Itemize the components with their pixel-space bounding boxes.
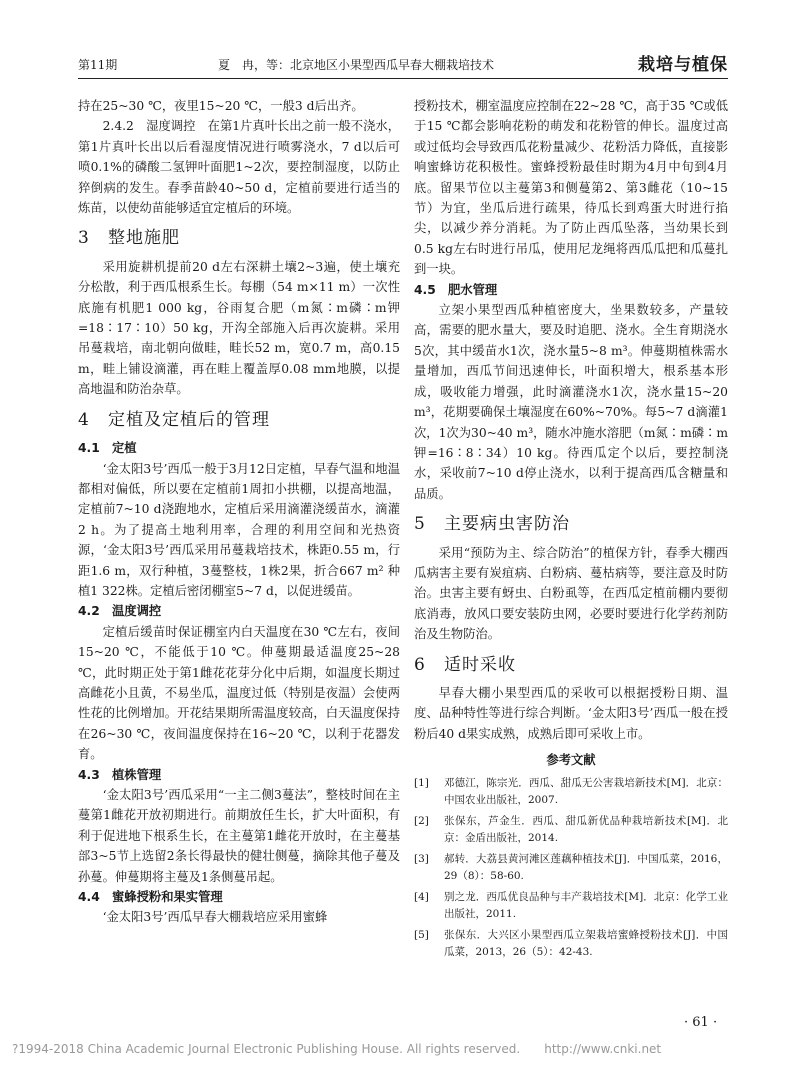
section-title: 定植及定植后的管理: [108, 409, 270, 430]
subsection-title: 定植: [112, 441, 137, 456]
reference-item: [414, 927, 728, 961]
section-heading-5: [414, 514, 728, 534]
subsection-heading-4-3: [78, 765, 400, 785]
subsection-heading-4-4: [78, 887, 400, 907]
reference-item: [414, 775, 728, 809]
paragraph-planting: ‘金太阳3号’西瓜一般于3月12日定植，早春气温和地温都相对偏低，所以要在定植前1周扣小拱棚，以提高地温，定植前7~10 d浇跑地水，定植后采用滴灌浇缓苗水，滴灌2 h。为了提高土地利用率，合理的利用空间和光热资源，‘金太阳3号’西瓜采用吊蔓栽培技术，株距0.55 m，行距1.6 m，双行种植，3蔓整枝，1株2果，折合667 m² 种植1 322株。定植后密闭棚室5~7 d，以促进缓苗。: [78, 461, 400, 598]
paragraph-temperature: 定植后缓苗时保证棚室内白天温度在30 ℃左右，夜间15~20 ℃，不能低于10 ℃。伸蔓期最适温度25~28 ℃，此时期正处于第1雌花花芽分化中后期，如温度长期过高雌花小且黄，不易坐瓜，温度过低（特别是夜温）会使两性花的比例增加。开花结果期所需温度较高，白天温度保持在26~30 ℃，夜间温度保持在16~20 ℃，以利于花器发育。: [78, 624, 400, 762]
reference-text: 邓德江，陈宗光．西瓜、甜瓜无公害栽培新技术[M]．北京：中国农业出版社，2007.: [444, 776, 728, 806]
paragraph-soil: 采用旋耕机提前20 d左右深耕土壤2~3遍，使土壤充分松散，利于西瓜根系生长。每棚（54 m×11 m）一次性底施有机肥1 000 kg，谷雨复合肥（m氮∶m磷∶m钾=18∶17∶10）50 kg，开沟全部施入后再次旋耕。采用吊蔓栽培，南北朝向做畦，畦长52 m，宽0.7 m，高0.15 m，畦上铺设滴灌，再在畦上覆盖厚0.08 mm地膜，以提高地温和防治杂草。: [78, 259, 400, 397]
reference-number: [5]: [414, 928, 429, 941]
subsection-heading-4-1: [78, 438, 400, 458]
section-heading-6: [414, 655, 728, 675]
paragraph-plant-management: ‘金太阳3号’西瓜采用“一主二侧3蔓法”，整枝时间在主蔓第1雌花开放初期进行。前期放任生长，扩大叶面积，有利于促进地下根系生长，在主蔓第1雌花开放时，在主蔓基部3~5节上选留2条长得最快的健壮侧蔓，摘除其他子蔓及孙蔓。伸蔓期将主蔓及1条侧蔓吊起。: [78, 788, 400, 884]
copyright-notice: ?1994-2018 China Academic Journal Electronic Publishing House. All rights reserved. http://www.cnki.net: [12, 1042, 662, 1056]
paragraph-pollination: ‘金太阳3号’西瓜早春大棚栽培应采用蜜蜂: [102, 910, 328, 925]
subsection-title: 蜜蜂授粉和果实管理: [112, 890, 223, 905]
reference-number: [3]: [414, 852, 429, 865]
subsection-number: 4.1: [78, 441, 100, 456]
subsection-heading-4-5: [414, 280, 728, 300]
subsection-number: 4.3: [78, 767, 100, 782]
page-number: · 61 ·: [684, 1015, 718, 1030]
paragraph-harvest: 早春大棚小果型西瓜的采收可以根据授粉日期、温度、品种特性等进行综合判断。‘金太阳3号’西瓜一般在授粉后40 d果实成熟，成熟后即可采收上市。: [414, 685, 728, 741]
subsection-heading-4-2: [78, 601, 400, 621]
subsection-title: 肥水管理: [448, 282, 498, 297]
reference-text: 郝转．大荔县黄河滩区莲藕种植技术[J]．中国瓜菜，2016，29（8）：58-60.: [444, 852, 728, 882]
reference-item: [414, 813, 728, 847]
section-heading-3: [78, 228, 400, 248]
reference-number: [4]: [414, 890, 429, 903]
subsection-number: 4.4: [78, 890, 100, 905]
reference-item: [414, 851, 728, 885]
section-number: 3: [78, 228, 90, 249]
paragraph-humidity: 2.4.2 湿度调控 在第1片真叶长出之前一般不浇水，第1片真叶长出以后看湿度情况进行喷雾浇水，7 d以后可喷0.1%的磷酸二氢钾叶面肥1~2次，要控制湿度，以防止猝倒病的发生。春季苗龄40~50 d，定植前要进行适当的炼苗，以使幼苗能够适宜定植后的环境。: [78, 119, 400, 216]
paragraph: 持在25~30 ℃，夜里15~20 ℃，一般3 d后出齐。: [78, 99, 364, 113]
section-brand: 栽培与植保: [638, 55, 728, 75]
reference-text: 张保东，芦金生．西瓜、甜瓜新优品种栽培新技术[M]．北京：金盾出版社，2014.: [444, 814, 728, 844]
reference-text: 别之龙．西瓜优良品种与丰产栽培技术[M]．北京：化学工业出版社，2011.: [444, 890, 728, 920]
left-column: [78, 96, 400, 928]
running-title: 夏 冉，等：北京地区小果型西瓜早春大棚栽培技术: [218, 58, 495, 72]
references-heading: 参考文献: [546, 753, 596, 768]
section-number: 5: [414, 514, 426, 535]
reference-number: [2]: [414, 814, 429, 827]
section-heading-4: [78, 410, 400, 430]
section-title: 适时采收: [444, 654, 516, 675]
paragraph-pollination-cont: 授粉技术，棚室温度应控制在22~28 ℃，高于35 ℃或低于15 ℃都会影响花粉的萌发和花粉管的伸长。温度过高或过低均会导致西瓜花粉量减少、花粉活力降低，直接影响蜜蜂访花积极性。蜜蜂授粉最佳时期为4月中旬到4月底。留果节位以主蔓第3和侧蔓第2、第3雌花（10~15节）为宜，坐瓜后进行疏果，待瓜长到鸡蛋大时进行掐尖，以减少养分消耗。为了防止西瓜坠落，当幼果长到0.5 kg左右时进行吊瓜，使用尼龙绳将西瓜瓜把和瓜蔓扎到一块。: [414, 99, 728, 277]
paragraph-fertilizer: 立架小果型西瓜种植密度大，坐果数较多，产量较高，需要的肥水量大，要及时追肥、浇水。全生育期浇水5次，其中缓苗水1次，浇水量5~8 m³。伸蔓期植株需水量增加，西瓜节间迅速伸长，叶面积增大，根系基本形成，吸收能力增强，此时滴灌浇水1次，浇水量15~20 m³，花期要确保土壤湿度在60%~70%。每5~7 d滴灌1次，1次为30~40 m³，随水冲施水溶肥（m氮∶m磷∶m钾=16∶8∶34）10 kg。待西瓜定个以后，要控制浇水，采收前7~10 d停止浇水，以利于提高西瓜含糖量和品质。: [414, 303, 728, 501]
section-title: 主要病虫害防治: [444, 514, 570, 535]
subsection-number: 4.5: [414, 282, 436, 297]
subsection-title: 温度调控: [112, 604, 162, 619]
reference-number: [1]: [414, 776, 429, 789]
section-number: 4: [78, 409, 90, 430]
section-title: 整地施肥: [108, 228, 180, 249]
section-number: 6: [414, 654, 426, 675]
running-header: [78, 52, 728, 79]
right-column: [414, 96, 728, 965]
issue-number: 第11期: [78, 58, 118, 72]
subsection-title: 植株管理: [112, 767, 162, 782]
paragraph-pest-control: 采用“预防为主、综合防治”的植保方针，春季大棚西瓜病害主要有炭疽病、白粉病、蔓枯病等，要注意及时防治。虫害主要有蚜虫、白粉虱等，在西瓜定植前棚内要彻底消毒，放风口要安装防虫网，必要时要进行化学药剂防治及生物防治。: [414, 545, 728, 642]
reference-text: 张保东．大兴区小果型西瓜立架栽培蜜蜂授粉技术[J]．中国瓜菜，2013，26（5）：42-43.: [444, 928, 728, 958]
reference-item: [414, 889, 728, 923]
subsection-number: 4.2: [78, 604, 100, 619]
references-list: [414, 775, 728, 961]
